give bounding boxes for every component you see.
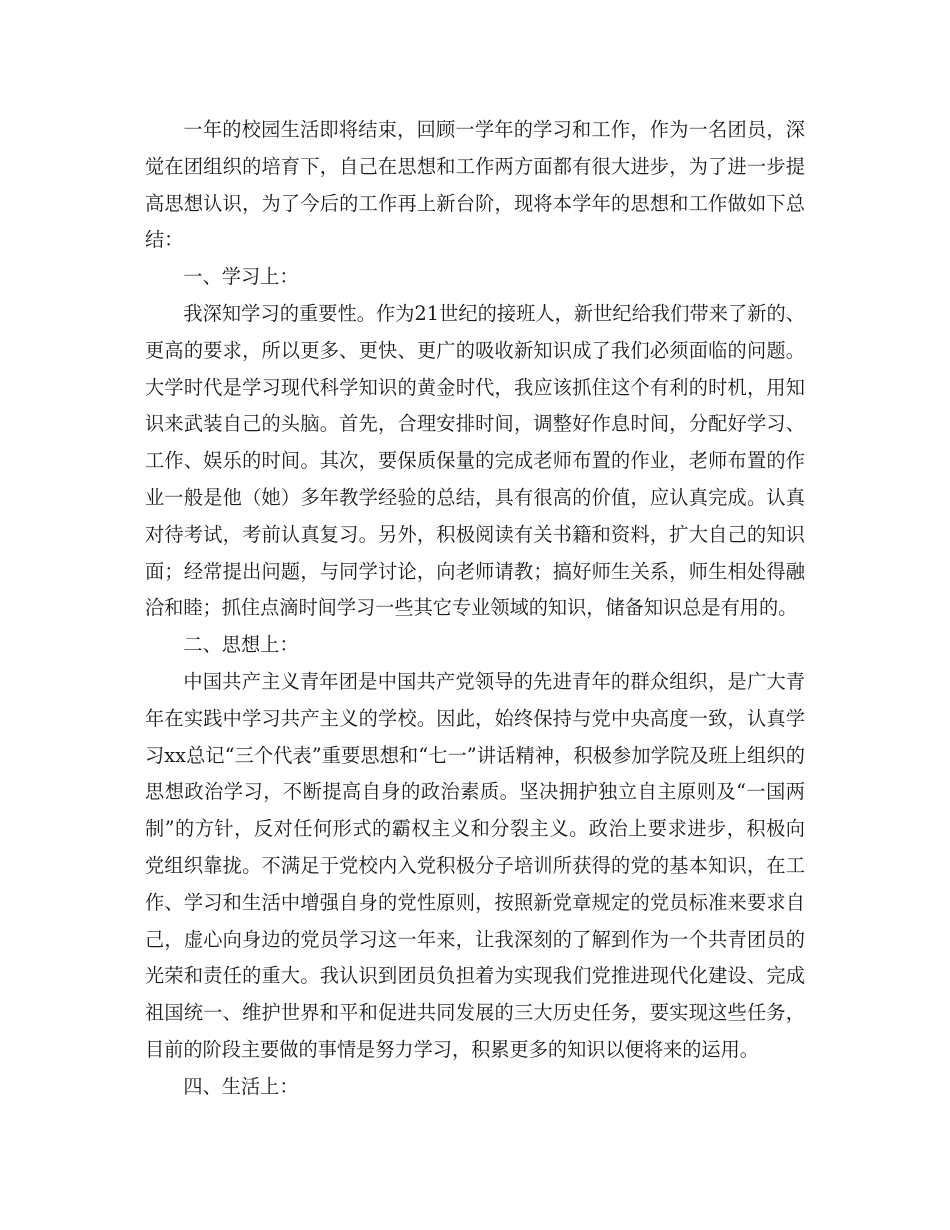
section-heading-study: 一、学习上：	[183, 265, 299, 289]
thought-paragraph: 中国共产主义青年团是中国共产党领导的先进青年的群众组织，是广大青年在实践中学习共产主义的学校。因此，始终保持与党中央高度一致，认真学习xx总记“三个代表”重要思想和“七一”讲话精神，积极参加学院及班上组织的思想政治学习，不断提高自身的政治素质。坚决拥护独立自主原则及“一国两制”的方针，反对任何形式的霸权主义和分裂主义。政治上要求进步，积极向党组织靠拢。不满足于党校内入党积极分子培训所获得的党的基本知识，在工作、学习和生活中增强自身的党性原则，按照新党章规定的党员标准来要求自己，虚心向身边的党员学习这一年来，让我深刻的了解到作为一个共青团员的光荣和责任的重大。我认识到团员负担着为实现我们党推进现代化建设、完成祖国统一、维护世界和平和促进共同发展的三大历史任务，要实现这些任务，目前的阶段主要做的事情是努力学习，积累更多的知识以便将来的运用。	[145, 669, 805, 1061]
section-heading-life: 四、生活上：	[183, 1074, 299, 1098]
intro-paragraph: 一年的校园生活即将结束，回顾一学年的学习和工作，作为一名团员，深觉在团组织的培育下，自己在思想和工作两方面都有很大进步，为了进一步提高思想认识，为了今后的工作再上新台阶，现将本学年的思想和工作做如下总结：	[145, 118, 805, 252]
study-paragraph: 我深知学习的重要性。作为21世纪的接班人，新世纪给我们带来了新的、更高的要求，所以更多、更快、更广的吸收新知识成了我们必须面临的问题。大学时代是学习现代科学知识的黄金时代，我应该抓住这个有利的时机，用知识来武装自己的头脑。首先，合理安排时间，调整好作息时间，分配好学习、工作、娱乐的时间。其次，要保质保量的完成老师布置的作业，老师布置的作业一般是他（她）多年教学经验的总结，具有很高的价值，应认真完成。认真对待考试，考前认真复习。另外，积极阅读有关书籍和资料，扩大自己的知识面；经常提出问题，与同学讨论，向老师请教；搞好师生关系，师生相处得融洽和睦；抓住点滴时间学习一些其它专业领域的知识，储备知识总是有用的。	[145, 301, 805, 620]
document-body	[145, 112, 805, 1106]
section-heading-thought: 二、思想上：	[183, 633, 299, 657]
